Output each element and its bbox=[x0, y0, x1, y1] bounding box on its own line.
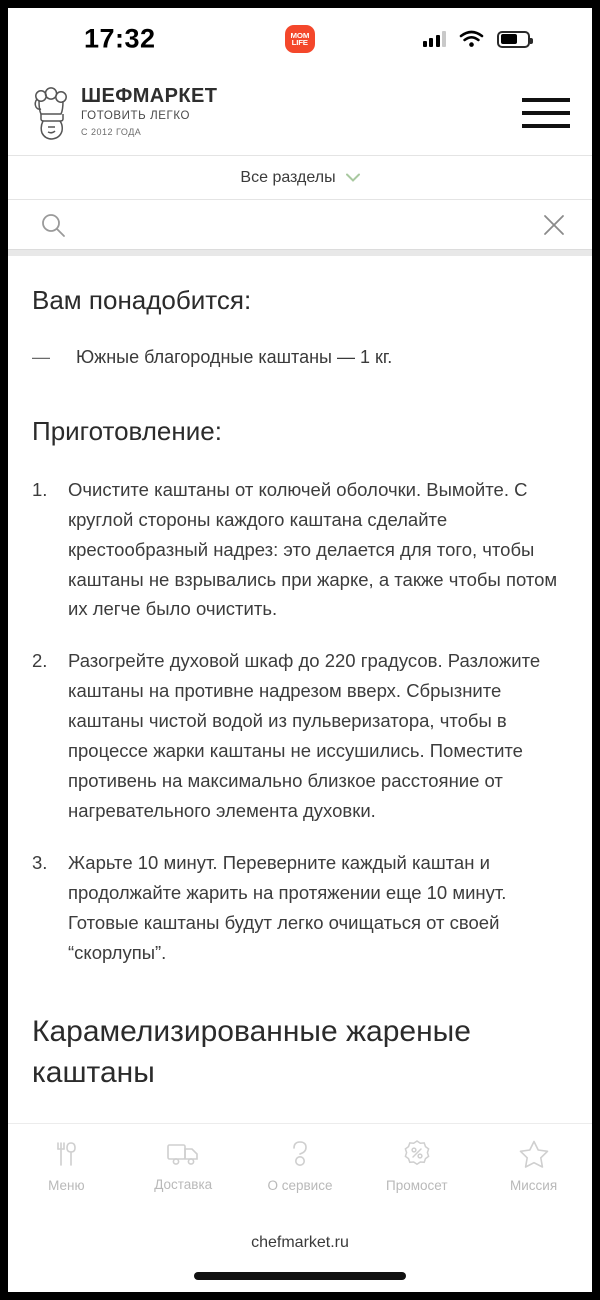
status-icons bbox=[423, 30, 531, 48]
chef-hat-icon bbox=[30, 85, 72, 141]
battery-icon bbox=[497, 31, 530, 48]
nav-item-menu[interactable] bbox=[8, 1139, 125, 1193]
question-mark-icon bbox=[287, 1139, 313, 1169]
search-bar[interactable] bbox=[8, 200, 592, 250]
logo-since: С 2012 ГОДА bbox=[81, 127, 142, 138]
nav-label: Меню bbox=[48, 1177, 85, 1193]
logo-tagline: ГОТОВИТЬ ЛЕГКО bbox=[81, 110, 191, 123]
site-logo[interactable] bbox=[30, 85, 217, 141]
status-time: 17:32 bbox=[84, 23, 156, 54]
nav-item-delivery[interactable] bbox=[125, 1140, 242, 1192]
star-icon bbox=[518, 1139, 550, 1169]
sections-bar[interactable] bbox=[8, 156, 592, 200]
bottom-navigation bbox=[8, 1123, 592, 1207]
wifi-icon bbox=[459, 30, 484, 48]
logo-brand: ШЕФМАРКЕТ bbox=[81, 85, 218, 108]
hamburger-menu-icon[interactable] bbox=[522, 98, 570, 128]
nav-item-about[interactable] bbox=[242, 1139, 359, 1193]
nav-item-promoset[interactable] bbox=[358, 1139, 475, 1193]
chevron-down-icon bbox=[346, 173, 360, 182]
nav-label: Промосет bbox=[386, 1177, 448, 1193]
discount-badge-icon bbox=[402, 1139, 432, 1169]
list-item: — Южные благородные каштаны — 1 кг. bbox=[32, 344, 568, 371]
search-input[interactable] bbox=[66, 215, 542, 235]
steps-heading: Приготовление: bbox=[32, 415, 222, 446]
cellular-signal-icon bbox=[423, 31, 447, 47]
next-recipe-title: Карамелизированные жареные каштаны bbox=[32, 1015, 471, 1089]
sections-label: Все разделы bbox=[240, 168, 336, 186]
nav-label: Доставка bbox=[154, 1176, 213, 1192]
momlife-line1: MOM bbox=[290, 30, 310, 40]
nav-item-mission[interactable] bbox=[475, 1139, 592, 1193]
list-item: Очистите каштаны от колючей оболочки. Вымойте. С круглой стороны каждого каштана сделайте крестообразный надрез: это делается для того, чтобы каштаны не взрывались при жарке, а также чтобы потом их легче было очистить. bbox=[68, 478, 558, 620]
list-item: Жарьте 10 минут. Переверните каждый каштан и продолжайте жарить на протяжении еще 10 минут. Готовые каштаны будут легко очищаться от своей “скорлупы”. bbox=[68, 852, 507, 964]
browser-url-label[interactable]: chefmarket.ru bbox=[251, 1234, 349, 1251]
home-indicator[interactable] bbox=[194, 1272, 406, 1280]
nav-label: Миссия bbox=[510, 1177, 558, 1193]
momlife-badge-icon bbox=[285, 25, 315, 53]
recipe-article bbox=[8, 256, 592, 1093]
close-icon[interactable] bbox=[542, 213, 566, 237]
list-item: Разогрейте духовой шкаф до 220 градусов. Разложите каштаны на противне надрезом вверх. Сбрызните каштаны чистой водой из пульверизатора, чтобы в процессе жарки каштаны не иссушились. Поместите противень на максимально близкое расстояние от нагревательного элемента духовки. bbox=[68, 650, 541, 822]
nav-label: О сервисе bbox=[267, 1177, 333, 1193]
site-header bbox=[8, 70, 592, 156]
status-bar bbox=[8, 8, 592, 70]
momlife-line2: LIFE bbox=[291, 38, 309, 47]
cutlery-icon bbox=[51, 1139, 81, 1169]
phone-screen bbox=[8, 8, 592, 1292]
search-icon[interactable] bbox=[40, 212, 66, 238]
ingredients-list bbox=[32, 344, 568, 371]
steps-list bbox=[32, 475, 568, 969]
truck-icon bbox=[166, 1140, 200, 1168]
ingredients-heading: Вам понадобится: bbox=[32, 285, 252, 315]
